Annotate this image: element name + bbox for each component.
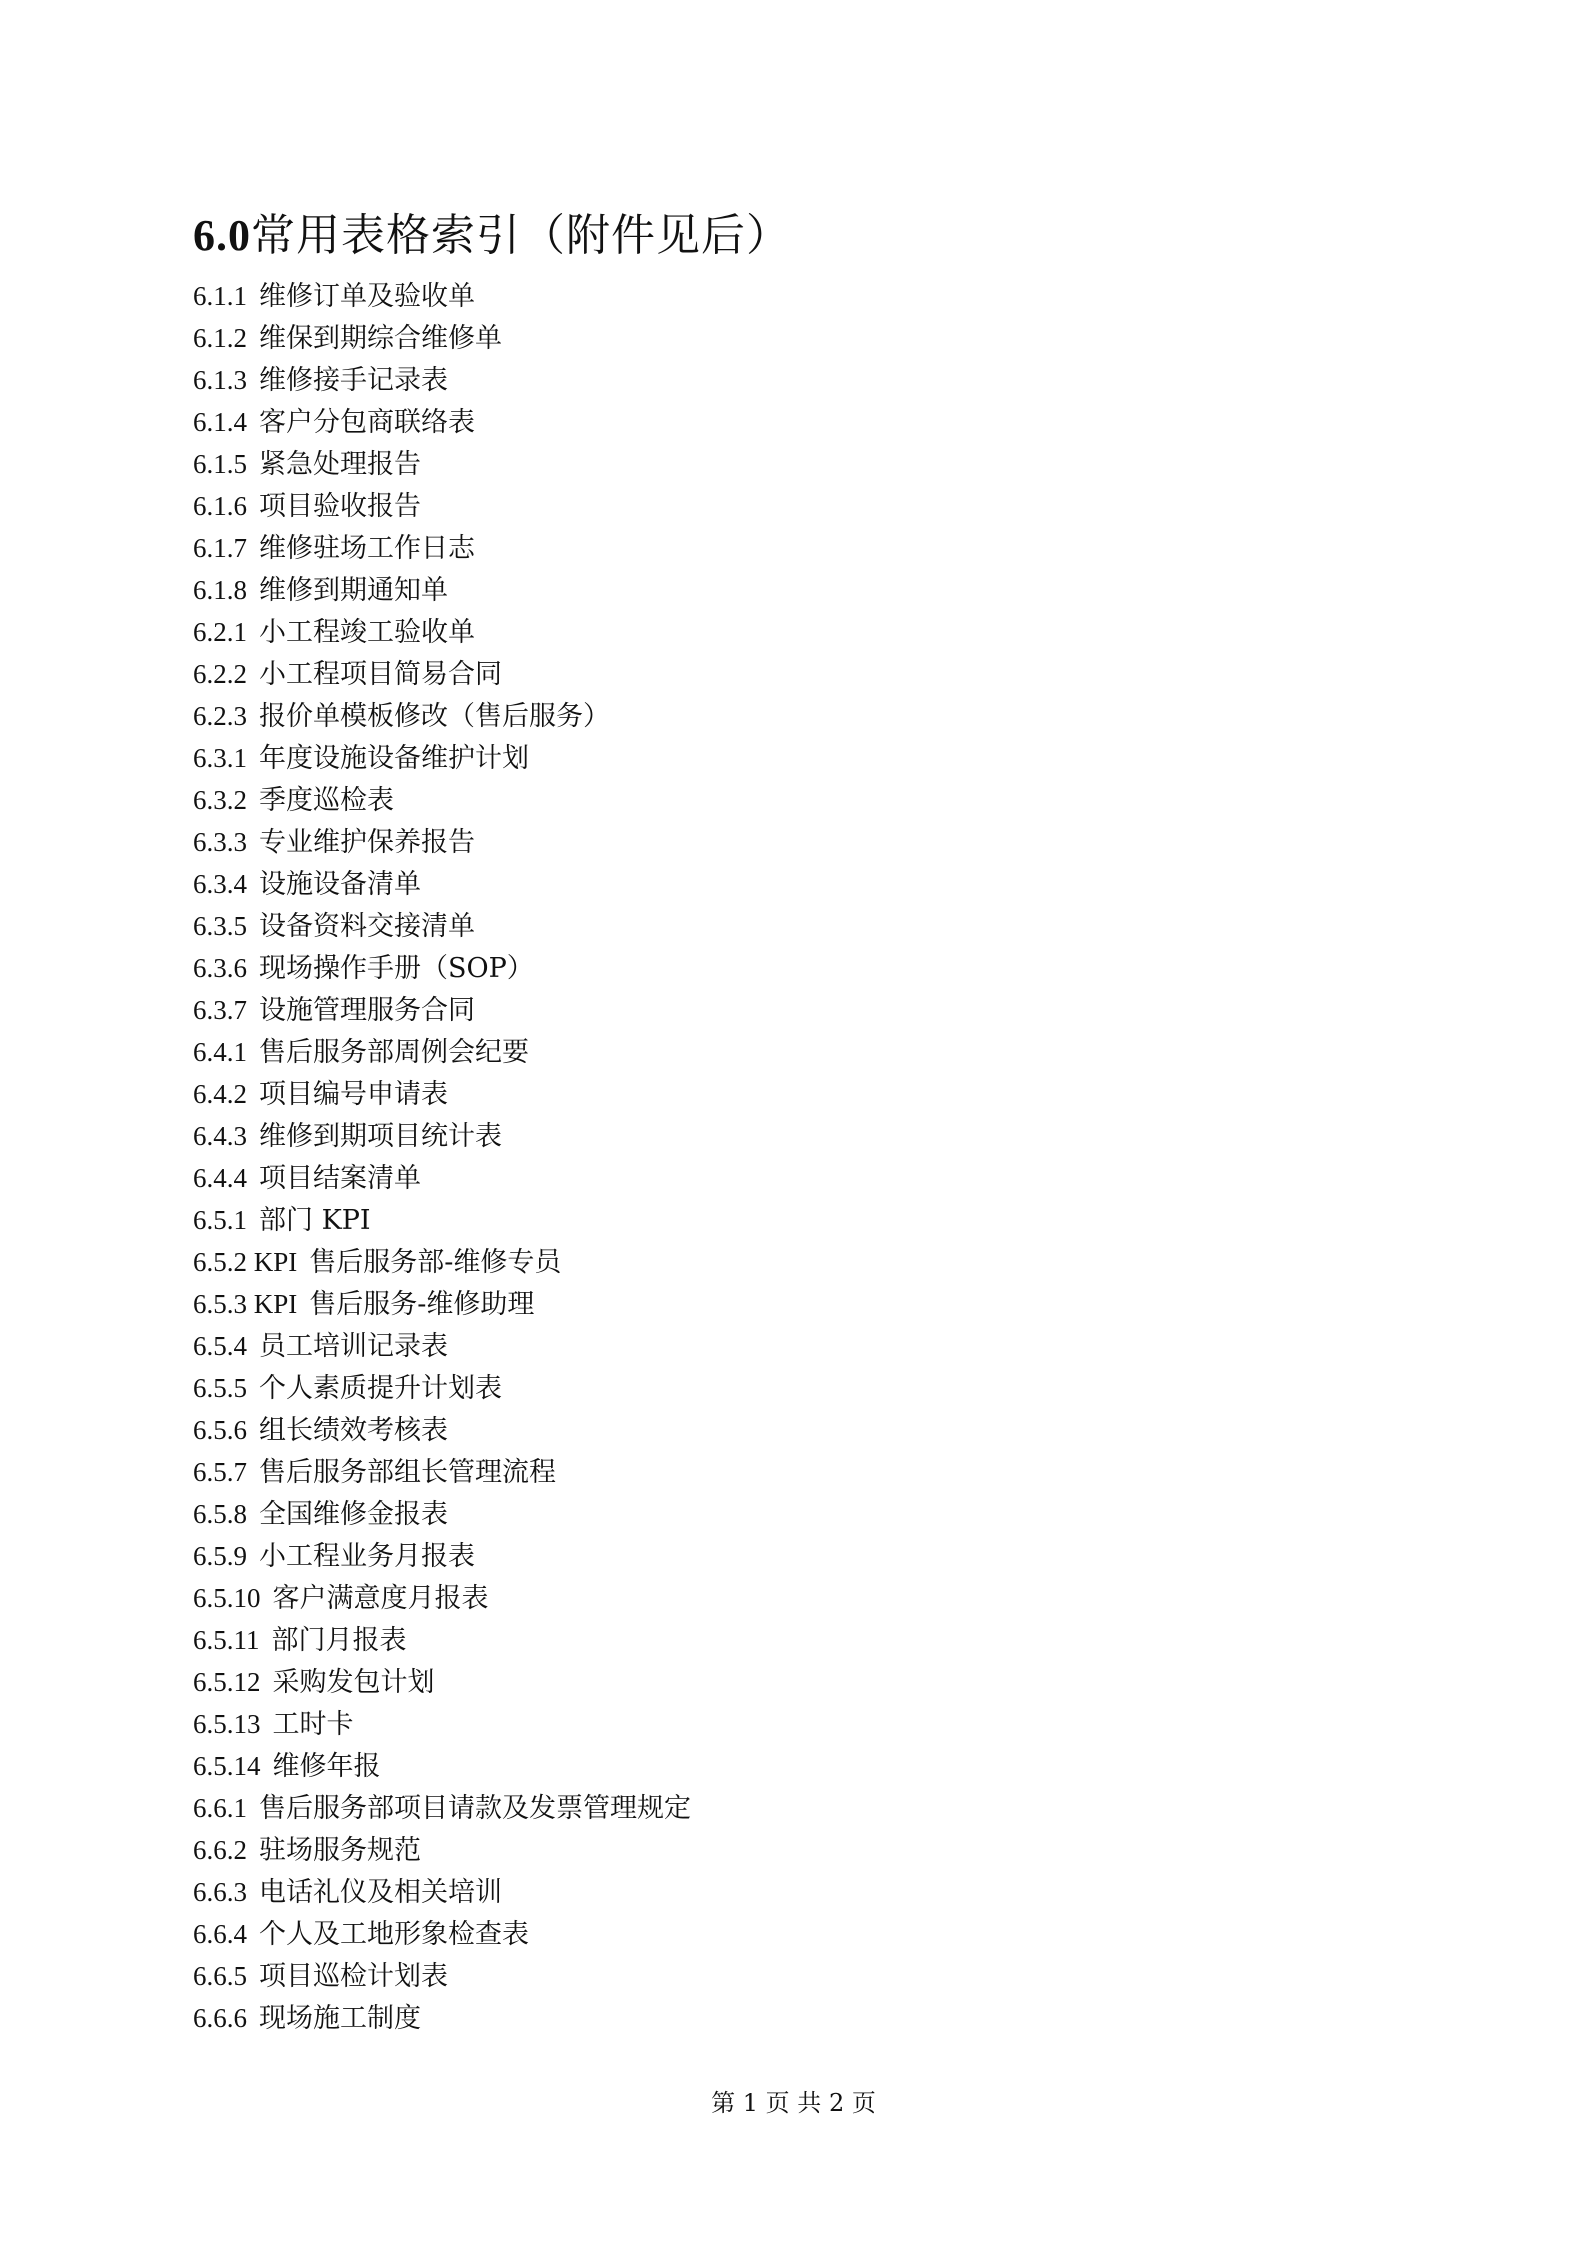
item-title: 售后服务部组长管理流程: [259, 1457, 556, 1488]
item-title: 部门月报表: [271, 1625, 407, 1656]
list-item: [193, 317, 691, 359]
item-code: 6.6.1: [193, 1793, 247, 1823]
list-item: [193, 1745, 691, 1787]
item-code: 6.6.2: [193, 1835, 247, 1865]
list-item: [193, 695, 691, 737]
item-code: 6.4.2: [193, 1079, 247, 1109]
list-item: [193, 1409, 691, 1451]
item-title: 项目编号申请表: [259, 1079, 448, 1110]
list-item: [193, 1871, 691, 1913]
item-code: 6.5.3 KPI: [193, 1289, 298, 1319]
item-code: 6.4.3: [193, 1121, 247, 1151]
list-item: [193, 1031, 691, 1073]
list-item: [193, 653, 691, 695]
list-item: [193, 1451, 691, 1493]
item-code: 6.3.3: [193, 827, 247, 857]
item-title: 报价单模板修改（售后服务）: [259, 701, 610, 732]
item-code: 6.1.3: [193, 365, 247, 395]
item-code: 6.5.10: [193, 1583, 261, 1613]
item-code: 6.5.1: [193, 1205, 247, 1235]
item-title: 售后服务部项目请款及发票管理规定: [259, 1793, 691, 1824]
item-title: 小工程项目简易合同: [259, 659, 502, 690]
item-title: 小工程竣工验收单: [259, 617, 475, 648]
item-title: 现场操作手册（SOP）: [259, 953, 534, 984]
item-code: 6.1.4: [193, 407, 247, 437]
list-item: [193, 569, 691, 611]
section-number: 6.0: [193, 211, 251, 260]
item-code: 6.6.3: [193, 1877, 247, 1907]
item-title: 季度巡检表: [259, 785, 394, 816]
item-title: 维修到期项目统计表: [259, 1121, 502, 1152]
list-item: [193, 1829, 691, 1871]
item-code: 6.1.6: [193, 491, 247, 521]
item-code: 6.5.8: [193, 1499, 247, 1529]
item-title: 维修到期通知单: [259, 575, 448, 606]
item-title: 售后服务部周例会纪要: [259, 1037, 529, 1068]
item-title: 个人素质提升计划表: [259, 1373, 502, 1404]
item-code: 6.2.3: [193, 701, 247, 731]
item-title: 采购发包计划: [272, 1667, 435, 1698]
item-title: 全国维修金报表: [259, 1499, 448, 1530]
item-title: 项目巡检计划表: [259, 1961, 448, 1992]
list-item: [193, 1199, 691, 1241]
item-title: 维修接手记录表: [259, 365, 448, 396]
item-title: 售后服务-维修助理: [309, 1289, 535, 1320]
list-item: [193, 1913, 691, 1955]
list-item: [193, 1619, 691, 1661]
item-code: 6.1.2: [193, 323, 247, 353]
item-title: 现场施工制度: [259, 2003, 421, 2034]
item-code: 6.5.2 KPI: [193, 1247, 298, 1277]
list-item: [193, 905, 691, 947]
item-code: 6.6.4: [193, 1919, 247, 1949]
item-title: 电话礼仪及相关培训: [259, 1877, 502, 1908]
list-item: [193, 1367, 691, 1409]
item-code: 6.3.5: [193, 911, 247, 941]
item-code: 6.5.14: [193, 1751, 261, 1781]
item-title: 维修订单及验收单: [259, 281, 475, 312]
item-code: 6.5.5: [193, 1373, 247, 1403]
list-item: [193, 1787, 691, 1829]
item-code: 6.5.6: [193, 1415, 247, 1445]
item-title: 维修驻场工作日志: [259, 533, 475, 564]
list-item: [193, 275, 691, 317]
item-code: 6.1.1: [193, 281, 247, 311]
item-code: 6.1.5: [193, 449, 247, 479]
item-title: 部门 KPI: [259, 1205, 371, 1236]
list-item: [193, 989, 691, 1031]
item-title: 客户分包商联络表: [259, 407, 475, 438]
item-code: 6.1.8: [193, 575, 247, 605]
form-index-list: [193, 275, 691, 2039]
list-item: [193, 1157, 691, 1199]
section-heading: [193, 206, 791, 266]
item-code: 6.5.4: [193, 1331, 247, 1361]
item-title: 客户满意度月报表: [272, 1583, 489, 1614]
item-code: 6.3.7: [193, 995, 247, 1025]
item-title: 个人及工地形象检查表: [259, 1919, 529, 1950]
list-item: [193, 485, 691, 527]
item-title: 小工程业务月报表: [259, 1541, 475, 1572]
item-title: 专业维护保养报告: [259, 827, 475, 858]
item-code: 6.3.4: [193, 869, 247, 899]
item-code: 6.2.2: [193, 659, 247, 689]
list-item: [193, 947, 691, 989]
list-item: [193, 359, 691, 401]
item-code: 6.1.7: [193, 533, 247, 563]
item-code: 6.5.7: [193, 1457, 247, 1487]
item-code: 6.3.6: [193, 953, 247, 983]
item-code: 6.4.4: [193, 1163, 247, 1193]
item-title: 维保到期综合维修单: [259, 323, 502, 354]
item-title: 售后服务部-维修专员: [309, 1247, 562, 1278]
item-title: 组长绩效考核表: [259, 1415, 448, 1446]
list-item: [193, 611, 691, 653]
list-item: [193, 1997, 691, 2039]
list-item: [193, 1535, 691, 1577]
list-item: [193, 821, 691, 863]
list-item: [193, 779, 691, 821]
item-code: 6.2.1: [193, 617, 247, 647]
list-item: [193, 1955, 691, 1997]
item-title: 项目结案清单: [259, 1163, 421, 1194]
item-title: 维修年报: [272, 1751, 381, 1782]
list-item: [193, 443, 691, 485]
section-title: 常用表格索引（附件见后）: [251, 210, 791, 261]
item-code: 6.3.2: [193, 785, 247, 815]
item-code: 6.5.9: [193, 1541, 247, 1571]
list-item: [193, 737, 691, 779]
item-title: 员工培训记录表: [259, 1331, 448, 1362]
item-title: 紧急处理报告: [259, 449, 421, 480]
list-item: [193, 1073, 691, 1115]
item-title: 工时卡: [272, 1709, 354, 1740]
item-title: 设施设备清单: [259, 869, 421, 900]
list-item: [193, 527, 691, 569]
item-code: 6.5.11: [193, 1625, 260, 1655]
list-item: [193, 1703, 691, 1745]
item-code: 6.6.5: [193, 1961, 247, 1991]
item-title: 项目验收报告: [259, 491, 421, 522]
list-item: [193, 1493, 691, 1535]
item-title: 设施管理服务合同: [259, 995, 475, 1026]
list-item: [193, 863, 691, 905]
item-code: 6.3.1: [193, 743, 247, 773]
item-title: 设备资料交接清单: [259, 911, 475, 942]
list-item: [193, 1577, 691, 1619]
list-item: [193, 1115, 691, 1157]
item-code: 6.6.6: [193, 2003, 247, 2033]
item-code: 6.4.1: [193, 1037, 247, 1067]
list-item: [193, 1283, 691, 1325]
item-title: 年度设施设备维护计划: [259, 743, 529, 774]
item-code: 6.5.13: [193, 1709, 261, 1739]
list-item: [193, 1325, 691, 1367]
item-title: 驻场服务规范: [259, 1835, 421, 1866]
list-item: [193, 1241, 691, 1283]
item-code: 6.5.12: [193, 1667, 261, 1697]
list-item: [193, 401, 691, 443]
page-footer: 第 1 页 共 2 页: [711, 2089, 876, 2117]
list-item: [193, 1661, 691, 1703]
